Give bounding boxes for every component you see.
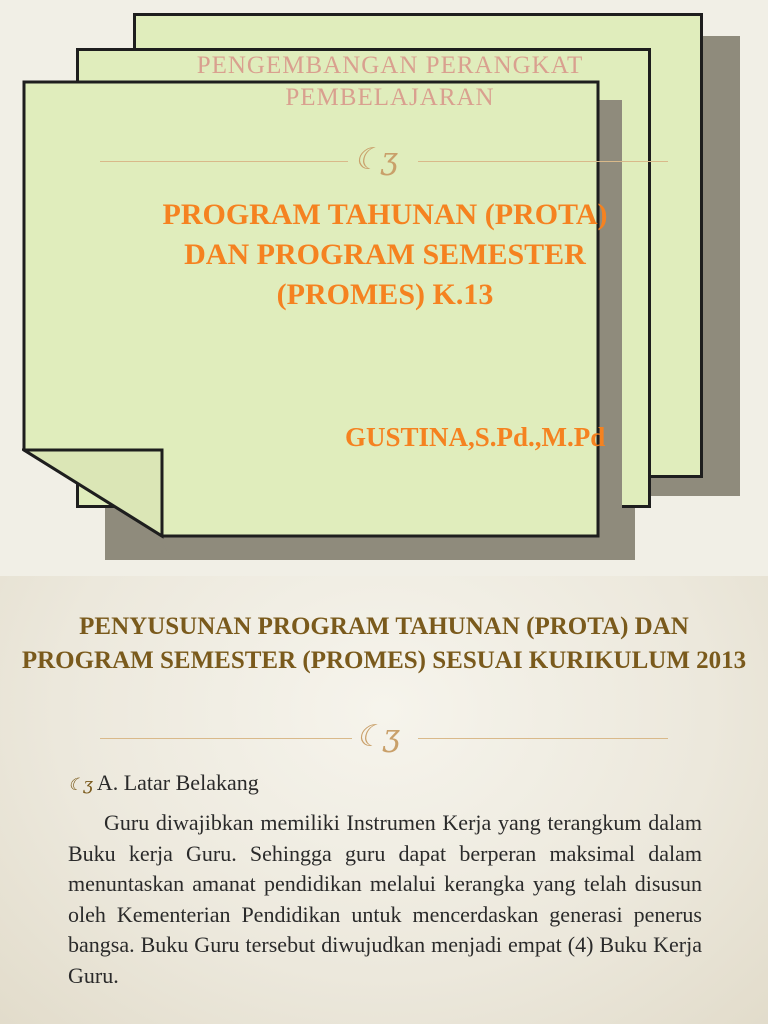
slide-2-title: PENYUSUNAN PROGRAM TAHUNAN (PROTA) DAN PROGRAM SEMESTER (PROMES) SESUAI KURIKULUM 2013: [21, 613, 747, 674]
bullet-icon: ☾ʒ: [68, 775, 93, 795]
slide-title: [90, 195, 680, 315]
ornament-icon: ☾ʒ: [354, 142, 398, 177]
title-line-3: (PROMES) K.13: [276, 278, 494, 311]
presentation-heading: PENGEMBANGAN PERANGKAT PEMBELAJARAN: [196, 52, 584, 111]
section-heading-text: A. Latar Belakang: [96, 770, 259, 795]
title-line-1: PROGRAM TAHUNAN (PROTA): [162, 198, 608, 231]
divider-right-2: [418, 738, 668, 739]
divider-right: [418, 161, 668, 162]
divider-left: [100, 161, 348, 162]
divider-left-2: [100, 738, 352, 739]
author-name: GUSTINA,S.Pd.,M.Pd: [345, 422, 606, 452]
section-heading: [68, 770, 259, 796]
ornament-icon-2: ☾ʒ: [356, 719, 400, 754]
title-line-2: DAN PROGRAM SEMESTER: [184, 238, 586, 271]
card-front-shape: [22, 80, 622, 560]
body-paragraph: Guru diwajibkan memiliki Instrumen Kerja yang terangkum dalam Buku kerja Guru. Sehingga guru dapat berperan maksimal dalam menuntaskan amanat pendidikan melalui kerangka yang telah disusun oleh Kementerian Pendidikan untuk mencerdaskan generasi penerus bangsa. Buku Guru tersebut diwujudkan menjadi empat (4) Buku Kerja Guru.: [68, 810, 702, 988]
slide-2: [0, 576, 768, 1024]
